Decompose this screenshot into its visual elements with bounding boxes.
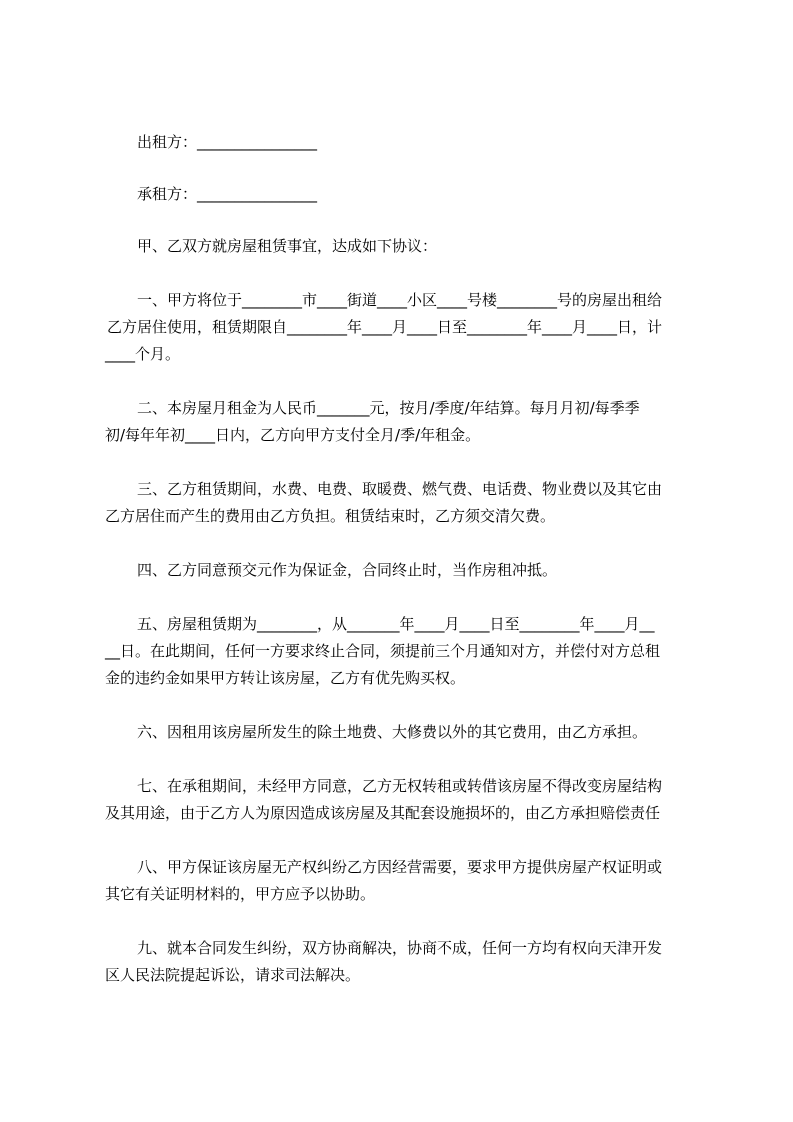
clause-3-line-2: 乙方居住而产生的费用由乙方负担。租赁结束时，乙方须交清欠费。	[105, 507, 556, 525]
lessee-line: 承租方：________________	[137, 185, 318, 203]
clause-6-line-1: 六、因租用该房屋所发生的除土地费、大修费以外的其它费用，由乙方承担。	[137, 723, 648, 741]
clause-3-line-1: 三、乙方租赁期间，水费、电费、取暖费、燃气费、电话费、物业费以及其它由	[137, 480, 663, 498]
clause-9-line-2: 区人民法院提起诉讼，请求司法解决。	[105, 966, 361, 984]
lessor-line: 出租方：________________	[137, 133, 318, 151]
clause-2-line-2: 初/每年年初____日内，乙方向甲方支付全月/季/年租金。	[105, 426, 481, 444]
clause-8-line-2: 其它有关证明材料的，甲方应予以协助。	[105, 885, 376, 903]
clause-7-line-1: 七、在承租期间，未经甲方同意，乙方无权转租或转借该房屋不得改变房屋结构	[137, 777, 663, 795]
clause-5-line-3: 金的违约金如果甲方转让该房屋，乙方有优先购买权。	[105, 669, 466, 687]
clause-1-line-3: ____个月。	[105, 345, 181, 363]
clause-1-line-2: 乙方居住使用，租赁期限自________年____月____日至________年____月____日，计	[107, 318, 663, 336]
clause-8-line-1: 八、甲方保证该房屋无产权纠纷乙方因经营需要，要求甲方提供房屋产权证明或	[137, 858, 663, 876]
clause-5-line-1: 五、房屋租赁期为________，从_______年____月____日至________年____月__	[137, 615, 655, 633]
clause-4-line-1: 四、乙方同意预交元作为保证金，合同终止时，当作房租冲抵。	[137, 561, 558, 579]
clause-7-line-2: 及其用途，由于乙方人为原因造成该房屋及其配套设施损坏的，由乙方承担赔偿责任	[105, 804, 661, 822]
clause-9-line-1: 九、就本合同发生纠纷，双方协商解决，协商不成，任何一方均有权向天津开发	[137, 939, 663, 957]
clause-5-line-2: __日。在此期间，任何一方要求终止合同，须提前三个月通知对方，并偿付对方总租	[105, 642, 661, 660]
clause-1-line-1: 一、甲方将位于________市____街道____小区____号楼________号的房屋出租给	[137, 291, 663, 309]
intro-line: 甲、乙双方就房屋租赁事宜，达成如下协议：	[137, 237, 438, 255]
clause-2-line-1: 二、本房屋月租金为人民币_______元，按月/季度/年结算。每月月初/每季季	[137, 399, 640, 417]
